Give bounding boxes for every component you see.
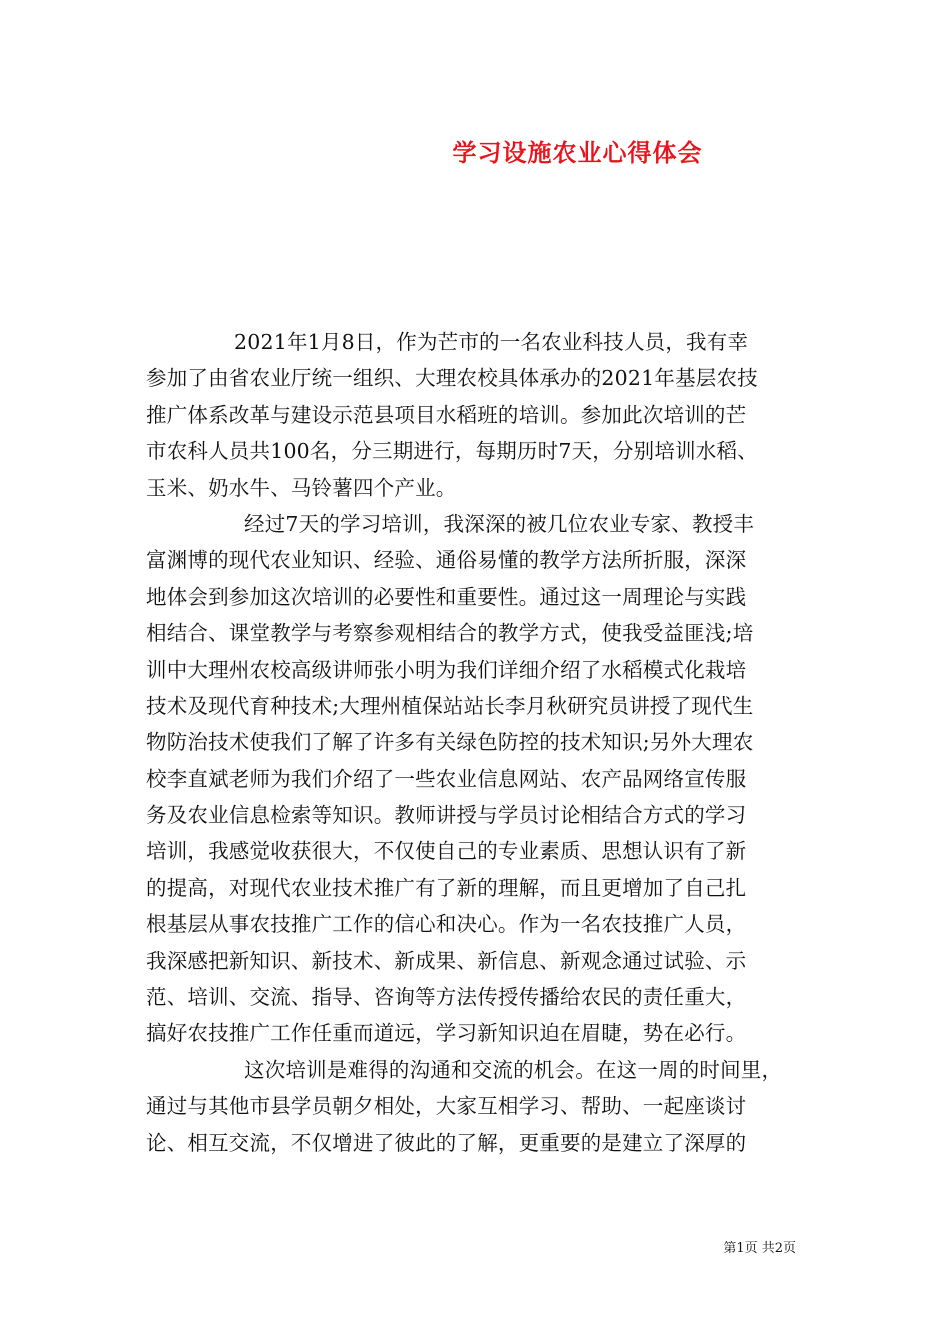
- paragraph-1-line-2: 参加了由省农业厅统一组织、大理农校具体承办的2021年基层农技: [146, 366, 758, 391]
- paragraph-3-line-1: 这次培训是难得的沟通和交流的机会。在这一周的时间里，: [244, 1057, 783, 1082]
- paragraph-1-line-4: 市农科人员共100名，分三期进行，每期历时7天，分别培训水稻、: [146, 439, 758, 464]
- paragraph-2-line-9: 务及农业信息检索等知识。教师讲授与学员讨论相结合方式的学习: [146, 803, 747, 828]
- paragraph-2-line-15: 搞好农技推广工作任重而道远，学习新知识迫在眉睫，势在必行。: [146, 1021, 747, 1046]
- paragraph-2-line-10: 培训，我感觉收获很大，不仅使自己的专业素质、思想认识有了新: [146, 839, 747, 864]
- document-title: 学习设施农业心得体会: [452, 138, 703, 167]
- paragraph-2-line-8: 校李直斌老师为我们介绍了一些农业信息网站、农产品网络宣传服: [146, 766, 747, 791]
- paragraph-3-line-2: 通过与其他市县学员朝夕相处，大家互相学习、帮助、一起座谈讨: [146, 1094, 747, 1119]
- paragraph-2-line-4: 相结合、课堂教学与考察参观相结合的教学方式，使我受益匪浅;培: [146, 621, 754, 646]
- paragraph-2-line-13: 我深感把新知识、新技术、新成果、新信息、新观念通过试验、示: [146, 948, 747, 973]
- paragraph-1-line-3: 推广体系改革与建设示范县项目水稻班的培训。参加此次培训的芒: [146, 402, 747, 427]
- paragraph-3-line-3: 论、相互交流，不仅增进了彼此的了解，更重要的是建立了深厚的: [146, 1130, 747, 1155]
- page-number-footer: 第1页 共2页: [723, 1241, 796, 1256]
- paragraph-2-line-6: 技术及现代育种技术;大理州植保站站长李月秋研究员讲授了现代生: [146, 693, 754, 718]
- paragraph-2-line-3: 地体会到参加这次培训的必要性和重要性。通过这一周理论与实践: [146, 584, 747, 609]
- paragraph-1-line-1: 2021年1月8日，作为芒市的一名农业科技人员，我有幸: [234, 330, 749, 354]
- paragraph-2-line-14: 范、培训、交流、指导、咨询等方法传授传播给农民的责任重大，: [146, 985, 747, 1010]
- document-body: [146, 324, 806, 1161]
- paragraph-2-line-7: 物防治技术使我们了解了许多有关绿色防控的技术知识;另外大理农: [146, 730, 754, 755]
- paragraph-2-line-1: 经过7天的学习培训，我深深的被几位农业专家、教授丰: [244, 511, 755, 536]
- paragraph-2-line-2: 富渊博的现代农业知识、经验、通俗易懂的教学方法所折服，深深: [146, 548, 747, 573]
- paragraph-2-line-11: 的提高，对现代农业技术推广有了新的理解，而且更增加了自己扎: [146, 875, 747, 900]
- paragraph-1-line-5: 玉米、奶水牛、马铃薯四个产业。: [146, 475, 457, 500]
- paragraph-2-line-5: 训中大理州农校高级讲师张小明为我们详细介绍了水稻模式化栽培: [146, 657, 747, 682]
- paragraph-2-line-12: 根基层从事农技推广工作的信心和决心。作为一名农技推广人员，: [146, 912, 747, 937]
